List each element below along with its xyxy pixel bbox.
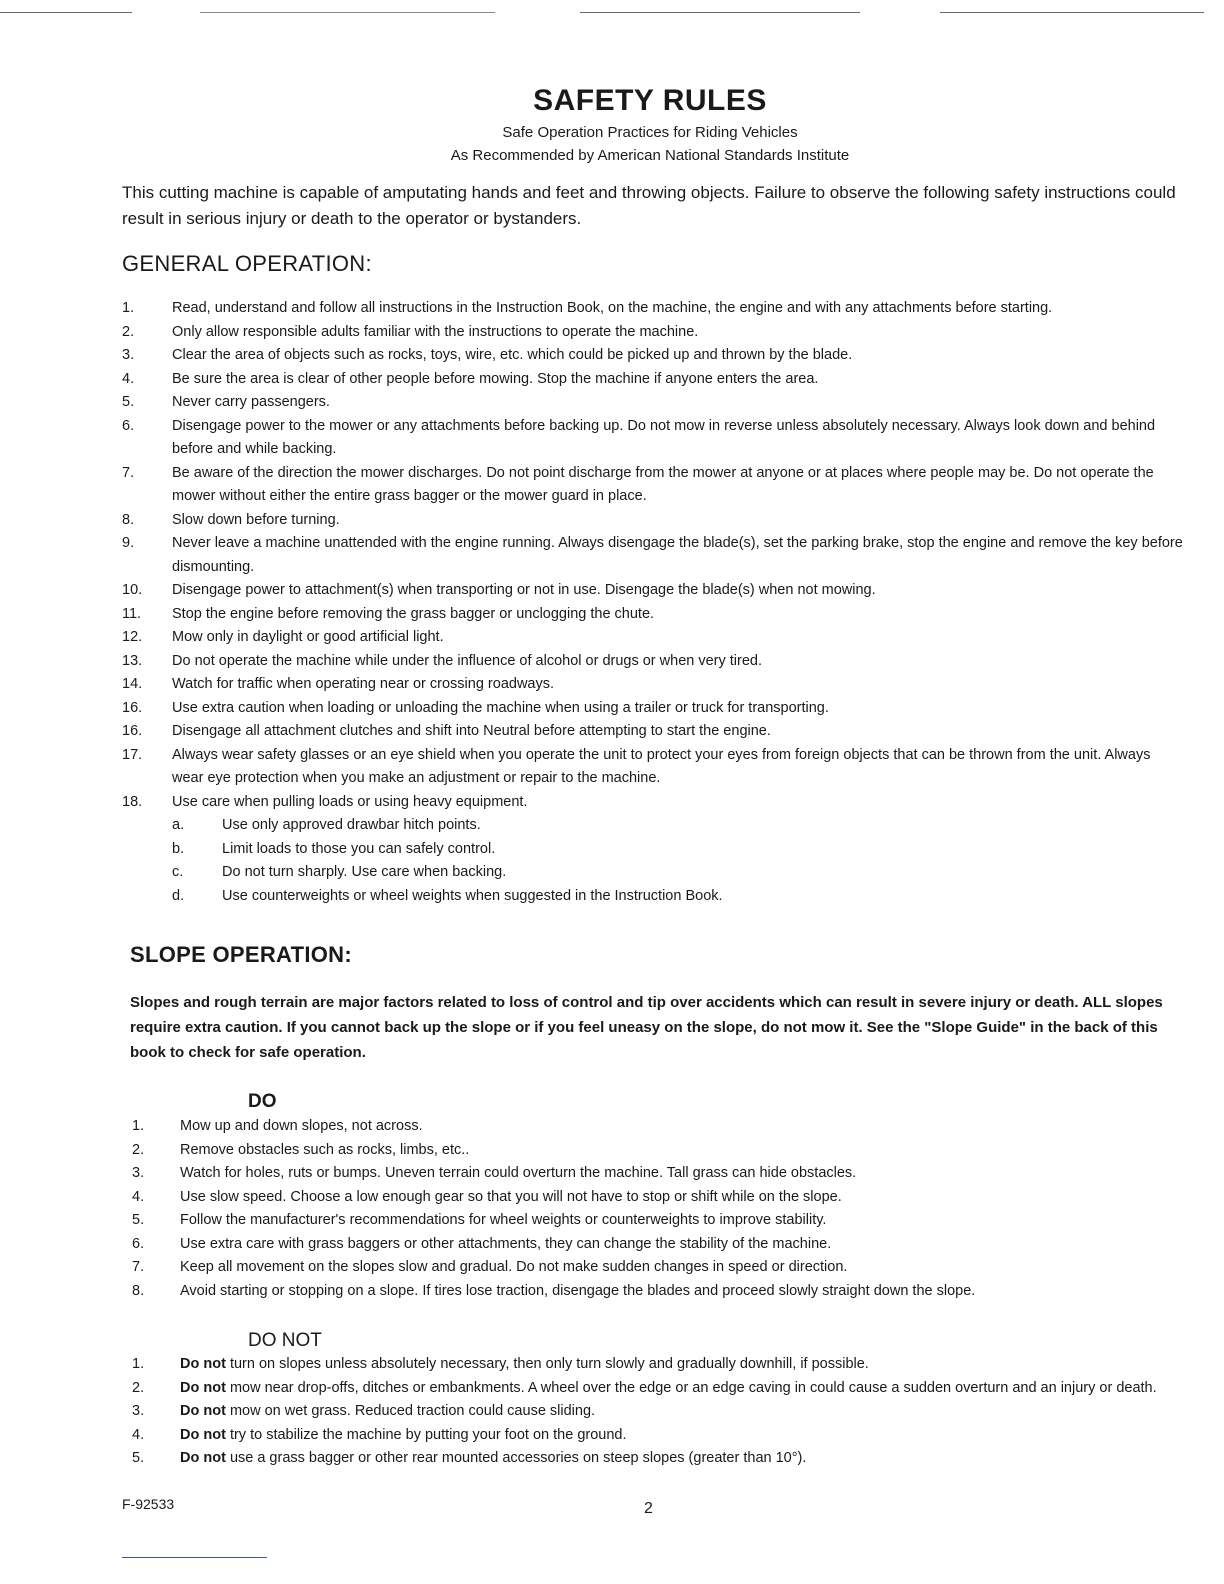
rule-number: 5.: [132, 1450, 145, 1466]
general-rule-9: [122, 532, 1184, 579]
do-not-item-1: [132, 1353, 1190, 1377]
rule-number: 9.: [122, 535, 135, 551]
rule-number: 10.: [122, 582, 143, 598]
rule-number: 6.: [122, 417, 135, 434]
rule-number: 16.: [122, 699, 143, 716]
rule-text: Never leave a machine unattended with the engine running. Always disengage the blade(s), set the parking brake, stop the engine and remove the key before dismounting.: [172, 535, 1183, 575]
rule-text: turn on slopes unless absolutely necessary, then only turn slowly and gradually downhill, if possible.: [229, 1356, 869, 1372]
general-rule-14: [122, 673, 1184, 697]
rule-text: Watch for traffic when operating near or crossing roadways.: [172, 676, 555, 692]
rule-text: Avoid starting or stopping on a slope. If tires lose traction, disengage the blades and proceed slowly straight down the slope.: [180, 1282, 976, 1299]
rule-number: 14.: [122, 676, 143, 692]
do-list: [132, 1115, 1190, 1303]
general-rule-16: [122, 720, 1184, 744]
rule-text: Only allow responsible adults familiar with the instructions to operate the machine.: [172, 323, 699, 340]
rule-number: 3.: [132, 1403, 145, 1419]
rule-number: 8.: [132, 1282, 145, 1299]
rule-number: 3.: [122, 347, 135, 363]
rule-number: 1.: [122, 300, 135, 316]
rule-number: 4.: [132, 1188, 145, 1205]
footer-line: [122, 1557, 267, 1558]
sub-rule-letter: d.: [172, 887, 185, 904]
do-item-3: [132, 1162, 1190, 1186]
rule-number: 11.: [122, 605, 142, 622]
page-subtitle-standard: As Recommended by American National Standards Institute: [450, 147, 850, 164]
general-operation-heading: GENERAL OPERATION:: [122, 251, 372, 276]
rule-number: 17.: [122, 746, 143, 763]
do-not-item-4: [132, 1424, 1190, 1448]
general-rule-18: [122, 791, 1184, 909]
rule-text: Mow only in daylight or good artificial light.: [172, 629, 444, 645]
scan-edge-line: [940, 12, 1204, 13]
rule-number: 2.: [122, 323, 135, 340]
rule-text: Keep all movement on the slopes slow and gradual. Do not make sudden changes in speed or direction.: [180, 1259, 848, 1275]
rule-text: Watch for holes, ruts or bumps. Uneven terrain could overturn the machine. Tall grass can hide obstacles.: [180, 1165, 857, 1181]
rule-text: mow near drop-offs, ditches or embankments. A wheel over the edge or an edge caving in could cause a sudden overturn and an injury or death.: [229, 1379, 1157, 1396]
rule-number: 8.: [122, 511, 135, 528]
rule-text: Use extra care with grass baggers or other attachments, they can change the stability of the machine.: [180, 1235, 832, 1252]
do-not-lead: Do not: [180, 1379, 226, 1396]
scan-edge-line: [580, 12, 860, 13]
general-rule-12: [122, 626, 1184, 650]
rule-text: use a grass bagger or other rear mounted accessories on steep slopes (greater than 10°).: [229, 1450, 807, 1466]
rule-number: 5.: [122, 394, 135, 410]
sub-rule-b: [172, 838, 1184, 862]
sub-rule-text: Do not turn sharply. Use care when backing.: [222, 864, 507, 880]
rule-text: Disengage power to the mower or any attachments before backing up. Do not mow in reverse unless absolutely necessary. Always look down and behind before and while backing.: [172, 417, 1156, 457]
rule-number: 4.: [122, 370, 135, 387]
sub-rule-d: [172, 885, 1184, 909]
sub-rule-letter: c.: [172, 864, 184, 880]
general-rule-13: [122, 650, 1184, 674]
general-rule-11: [122, 603, 1184, 627]
sub-rule-text: Use counterweights or wheel weights when suggested in the Instruction Book.: [222, 887, 723, 904]
sub-rule-letter: a.: [172, 817, 185, 833]
rule-text: try to stabilize the machine by putting your foot on the ground.: [229, 1426, 627, 1443]
rule-text: Use extra caution when loading or unloading the machine when using a trailer or truck for transporting.: [172, 699, 829, 716]
general-rule-6: [122, 415, 1184, 462]
do-not-heading: DO NOT: [248, 1330, 322, 1351]
rule-number: 4.: [132, 1426, 145, 1443]
rule-number: 2.: [132, 1379, 145, 1396]
rule-number: 2.: [132, 1141, 145, 1158]
slope-intro: Slopes and rough terrain are major factors related to loss of control and tip over accidents which can result in severe injury or death. ALL slopes require extra caution. If you cannot back up the slope or if you feel uneasy on the slope, do not mow it. See the "Slope Guide" in the back of this book to check for safe operation.: [130, 994, 1163, 1061]
rule-text: mow on wet grass. Reduced traction could cause sliding.: [229, 1403, 596, 1419]
do-not-lead: Do not: [180, 1356, 226, 1372]
rule-text: Clear the area of objects such as rocks, toys, wire, etc. which could be picked up and thrown by the blade.: [172, 347, 853, 363]
general-rule-17: [122, 744, 1184, 791]
rule-number: 18.: [122, 793, 143, 810]
general-rule-2: [122, 321, 1184, 345]
rule-text: Be sure the area is clear of other people before mowing. Stop the machine if anyone enters the area.: [172, 370, 819, 387]
rule-number: 7.: [122, 464, 135, 481]
sub-rule-letter: b.: [172, 840, 185, 857]
general-rule-7: [122, 462, 1184, 509]
rule-text: Use slow speed. Choose a low enough gear so that you will not have to stop or shift while on the slope.: [180, 1188, 842, 1205]
sub-rule-text: Limit loads to those you can safely control.: [222, 840, 496, 857]
general-rule-10: [122, 579, 1184, 603]
do-item-2: [132, 1139, 1190, 1163]
general-operation-list: [122, 297, 1184, 908]
slope-operation-heading: SLOPE OPERATION:: [130, 942, 352, 967]
do-not-item-5: [132, 1447, 1190, 1471]
do-not-item-2: [132, 1377, 1190, 1401]
rule-number: 12.: [122, 629, 143, 645]
sub-rule-a: [172, 814, 1184, 838]
general-rule-3: [122, 344, 1184, 368]
rule-number: 7.: [132, 1259, 145, 1275]
do-item-7: [132, 1256, 1190, 1280]
rule-text: Remove obstacles such as rocks, limbs, etc..: [180, 1141, 470, 1158]
general-rule-4: [122, 368, 1184, 392]
rule-number: 6.: [132, 1235, 145, 1252]
do-item-6: [132, 1233, 1190, 1257]
do-not-lead: Do not: [180, 1450, 226, 1466]
rule-number: 1.: [132, 1356, 145, 1372]
rule-text: Always wear safety glasses or an eye shield when you operate the unit to protect your eyes from foreign objects that can be thrown from the unit. Always wear eye protection when you make an adjustment or repair to the machine.: [172, 746, 1151, 786]
rule-number: 16.: [122, 723, 143, 739]
rule-number: 3.: [132, 1165, 145, 1181]
document-code: F-92533: [122, 1496, 175, 1512]
sub-rule-c: [172, 861, 1184, 885]
page-subtitle: Safe Operation Practices for Riding Vehicles: [502, 124, 798, 141]
rule-text: Follow the manufacturer's recommendations for wheel weights or counterweights to improve stability.: [180, 1212, 827, 1228]
warning-intro: This cutting machine is capable of amputating hands and feet and throwing objects. Failure to observe the following safety instructions could result in serious injury or death to the operator or bystanders.: [122, 183, 1176, 228]
page-number: 2: [644, 1500, 653, 1517]
rule-text: Be aware of the direction the mower discharges. Do not point discharge from the mower at anyone or at places where people may be. Do not operate the mower without either the entire grass bagger or the mower guard in place.: [172, 464, 1154, 504]
scan-edge-line: [200, 12, 495, 13]
rule-text: Slow down before turning.: [172, 511, 340, 528]
do-item-4: [132, 1186, 1190, 1210]
do-heading: DO: [248, 1091, 277, 1112]
rule-text: Read, understand and follow all instructions in the Instruction Book, on the machine, the engine and with any attachments before starting.: [172, 300, 1053, 316]
general-rule-1: [122, 297, 1184, 321]
rule-text: Stop the engine before removing the grass bagger or unclogging the chute.: [172, 605, 655, 622]
rule-number: 5.: [132, 1212, 145, 1228]
do-item-8: [132, 1280, 1190, 1304]
rule-number: 1.: [132, 1118, 145, 1134]
rule-text: Mow up and down slopes, not across.: [180, 1118, 423, 1134]
do-not-list: [132, 1353, 1190, 1471]
rule-text: Disengage all attachment clutches and shift into Neutral before attempting to start the engine.: [172, 723, 771, 739]
general-rule-15: [122, 697, 1184, 721]
rule-text: Use care when pulling loads or using heavy equipment.: [172, 793, 528, 810]
rule-text: Never carry passengers.: [172, 394, 330, 410]
rule-text: Do not operate the machine while under the influence of alcohol or drugs or when very tired.: [172, 652, 763, 669]
do-not-lead: Do not: [180, 1426, 226, 1443]
rule-number: 13.: [122, 652, 143, 669]
rule-text: Disengage power to attachment(s) when transporting or not in use. Disengage the blade(s) when not mowing.: [172, 582, 876, 598]
general-rule-8: [122, 509, 1184, 533]
page-title: SAFETY RULES: [533, 84, 767, 117]
hitch-sub-list: [172, 814, 1184, 908]
do-item-1: [132, 1115, 1190, 1139]
general-rule-5: [122, 391, 1184, 415]
do-not-item-3: [132, 1400, 1190, 1424]
sub-rule-text: Use only approved drawbar hitch points.: [222, 817, 481, 833]
scan-edge-line: [0, 12, 132, 13]
do-not-lead: Do not: [180, 1403, 226, 1419]
do-item-5: [132, 1209, 1190, 1233]
